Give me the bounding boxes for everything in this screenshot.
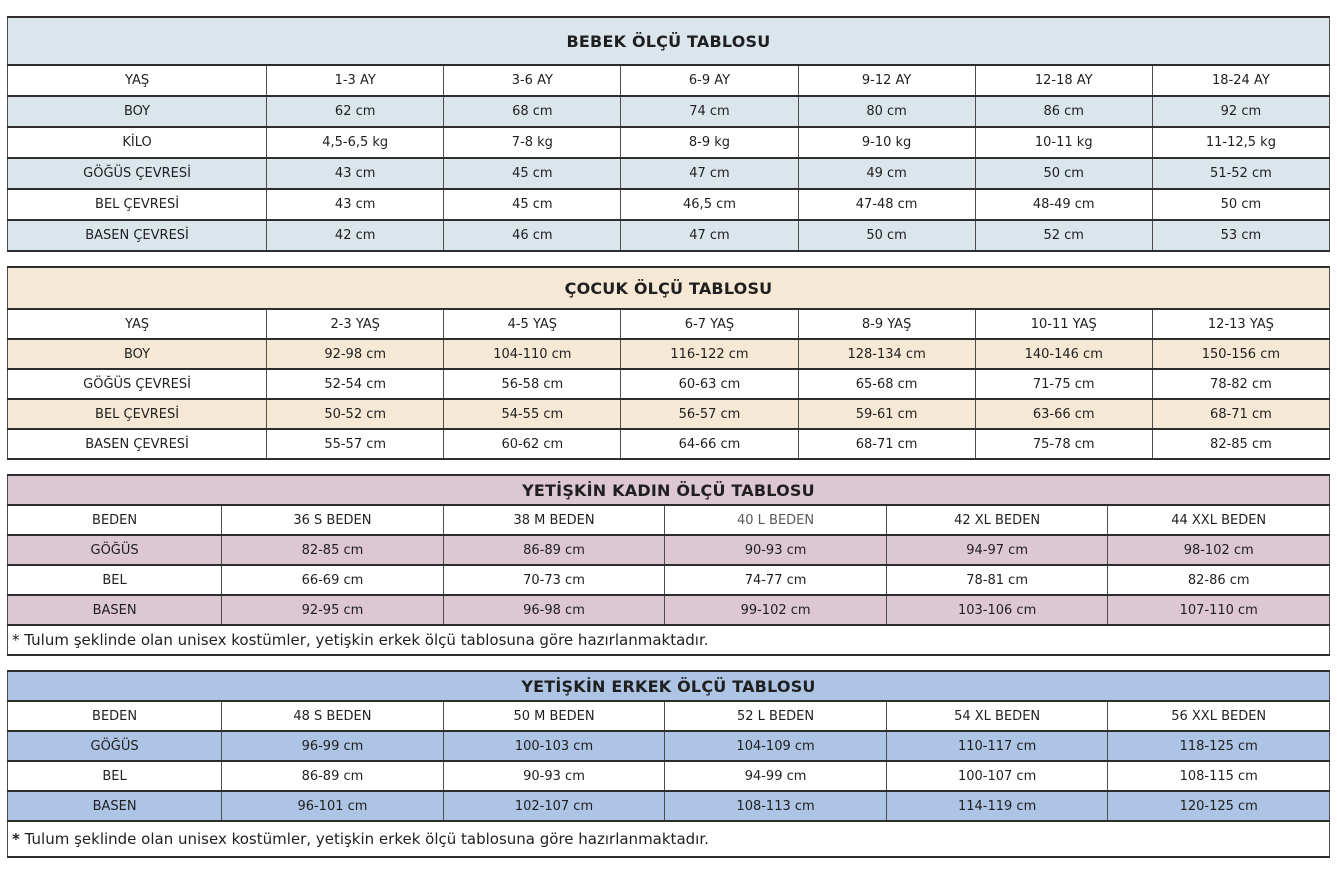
- value-cell: 51-52 cm: [1152, 158, 1329, 189]
- value-cell: 118-125 cm: [1108, 731, 1330, 761]
- table-row: [8, 309, 1330, 339]
- row-label-cell: BEL ÇEVRESİ: [8, 189, 267, 220]
- value-cell: 63-66 cm: [975, 399, 1152, 429]
- size-table-cocuk: [7, 266, 1330, 460]
- value-cell: 42 XL BEDEN: [886, 505, 1108, 535]
- value-cell: 108-115 cm: [1108, 761, 1330, 791]
- footnote-text: Tulum şeklinde olan unisex kostümler, yetişkin erkek ölçü tablosuna göre hazırlanmaktadır.: [24, 830, 709, 848]
- value-cell: 52-54 cm: [267, 369, 444, 399]
- value-cell: 74 cm: [621, 96, 798, 127]
- value-cell: 47 cm: [621, 220, 798, 251]
- row-label-cell: YAŞ: [8, 65, 267, 96]
- footnote-marker: *: [12, 631, 20, 649]
- value-cell: 60-62 cm: [444, 429, 621, 459]
- value-cell: 150-156 cm: [1152, 339, 1329, 369]
- table-title: ÇOCUK ÖLÇÜ TABLOSU: [8, 267, 1330, 309]
- value-cell: 48 S BEDEN: [222, 701, 444, 731]
- footnote-marker: *: [12, 830, 20, 848]
- value-cell: 53 cm: [1152, 220, 1329, 251]
- value-cell: 100-107 cm: [886, 761, 1108, 791]
- row-label-cell: GÖĞÜS: [8, 535, 222, 565]
- value-cell: 140-146 cm: [975, 339, 1152, 369]
- value-cell: 55-57 cm: [267, 429, 444, 459]
- value-cell: 107-110 cm: [1108, 595, 1330, 625]
- value-cell: 6-7 YAŞ: [621, 309, 798, 339]
- footnote: [8, 821, 1330, 857]
- size-tables-container: [7, 16, 1330, 858]
- value-cell: 104-110 cm: [444, 339, 621, 369]
- value-cell: 42 cm: [267, 220, 444, 251]
- value-cell: 52 cm: [975, 220, 1152, 251]
- value-cell: 6-9 AY: [621, 65, 798, 96]
- value-cell: 8-9 kg: [621, 127, 798, 158]
- value-cell: 18-24 AY: [1152, 65, 1329, 96]
- value-cell: 50-52 cm: [267, 399, 444, 429]
- value-cell: 60-63 cm: [621, 369, 798, 399]
- value-cell: 92 cm: [1152, 96, 1329, 127]
- row-label-cell: BOY: [8, 96, 267, 127]
- value-cell: 82-85 cm: [1152, 429, 1329, 459]
- value-cell: 96-99 cm: [222, 731, 444, 761]
- value-cell: 90-93 cm: [443, 761, 665, 791]
- value-cell: 68-71 cm: [798, 429, 975, 459]
- value-cell: 70-73 cm: [443, 565, 665, 595]
- table-row: [8, 158, 1330, 189]
- table-row: [8, 731, 1330, 761]
- value-cell: 86-89 cm: [222, 761, 444, 791]
- value-cell: 45 cm: [444, 158, 621, 189]
- value-cell: 104-109 cm: [665, 731, 887, 761]
- value-cell: 96-101 cm: [222, 791, 444, 821]
- value-cell: 99-102 cm: [665, 595, 887, 625]
- value-cell: 11-12,5 kg: [1152, 127, 1329, 158]
- table-row: [8, 535, 1330, 565]
- value-cell: 116-122 cm: [621, 339, 798, 369]
- table-title: BEBEK ÖLÇÜ TABLOSU: [8, 17, 1330, 65]
- value-cell: 50 M BEDEN: [443, 701, 665, 731]
- value-cell: 50 cm: [975, 158, 1152, 189]
- value-cell: 3-6 AY: [444, 65, 621, 96]
- value-cell: 54 XL BEDEN: [886, 701, 1108, 731]
- value-cell: 12-18 AY: [975, 65, 1152, 96]
- value-cell: 92-98 cm: [267, 339, 444, 369]
- row-label-cell: BEDEN: [8, 701, 222, 731]
- row-label-cell: BASEN: [8, 595, 222, 625]
- value-cell: 12-13 YAŞ: [1152, 309, 1329, 339]
- value-cell: 82-85 cm: [222, 535, 444, 565]
- value-cell: 1-3 AY: [267, 65, 444, 96]
- value-cell: 56 XXL BEDEN: [1108, 701, 1330, 731]
- value-cell: 44 XXL BEDEN: [1108, 505, 1330, 535]
- table-row: [8, 761, 1330, 791]
- value-cell: 78-81 cm: [886, 565, 1108, 595]
- table-row: [8, 505, 1330, 535]
- value-cell: 64-66 cm: [621, 429, 798, 459]
- value-cell: 9-10 kg: [798, 127, 975, 158]
- value-cell: 86-89 cm: [443, 535, 665, 565]
- value-cell: 100-103 cm: [443, 731, 665, 761]
- value-cell: 62 cm: [267, 96, 444, 127]
- table-row: [8, 399, 1330, 429]
- row-label-cell: BEL: [8, 565, 222, 595]
- value-cell: 59-61 cm: [798, 399, 975, 429]
- value-cell: 50 cm: [798, 220, 975, 251]
- table-row: [8, 429, 1330, 459]
- value-cell: 4-5 YAŞ: [444, 309, 621, 339]
- value-cell: 50 cm: [1152, 189, 1329, 220]
- value-cell: 120-125 cm: [1108, 791, 1330, 821]
- row-label-cell: BEL: [8, 761, 222, 791]
- value-cell: 36 S BEDEN: [222, 505, 444, 535]
- footnote-text: Tulum şeklinde olan unisex kostümler, yetişkin erkek ölçü tablosuna göre hazırlanmaktadır.: [24, 631, 709, 649]
- value-cell: 45 cm: [444, 189, 621, 220]
- value-cell: 4,5-6,5 kg: [267, 127, 444, 158]
- value-cell: 10-11 kg: [975, 127, 1152, 158]
- value-cell: 96-98 cm: [443, 595, 665, 625]
- value-cell: 56-57 cm: [621, 399, 798, 429]
- table-row: [8, 565, 1330, 595]
- footnote-row: [8, 821, 1330, 857]
- value-cell: 68 cm: [444, 96, 621, 127]
- table-row: [8, 96, 1330, 127]
- row-label-cell: GÖĞÜS ÇEVRESİ: [8, 158, 267, 189]
- row-label-cell: GÖĞÜS ÇEVRESİ: [8, 369, 267, 399]
- size-table-yetiskin-kadin: [7, 474, 1330, 656]
- value-cell: 46,5 cm: [621, 189, 798, 220]
- value-cell: 9-12 AY: [798, 65, 975, 96]
- table-title-row: [8, 671, 1330, 701]
- value-cell: 108-113 cm: [665, 791, 887, 821]
- value-cell: 80 cm: [798, 96, 975, 127]
- value-cell: 47-48 cm: [798, 189, 975, 220]
- value-cell: 43 cm: [267, 189, 444, 220]
- table-row: [8, 701, 1330, 731]
- value-cell: 86 cm: [975, 96, 1152, 127]
- value-cell: 7-8 kg: [444, 127, 621, 158]
- value-cell: 8-9 YAŞ: [798, 309, 975, 339]
- footnote: [8, 625, 1330, 655]
- table-title: YETİŞKİN KADIN ÖLÇÜ TABLOSU: [8, 475, 1330, 505]
- row-label-cell: YAŞ: [8, 309, 267, 339]
- size-table-yetiskin-erkek: [7, 670, 1330, 858]
- row-label-cell: BASEN: [8, 791, 222, 821]
- value-cell: 46 cm: [444, 220, 621, 251]
- value-cell: 78-82 cm: [1152, 369, 1329, 399]
- table-title-row: [8, 475, 1330, 505]
- row-label-cell: BASEN ÇEVRESİ: [8, 429, 267, 459]
- row-label-cell: GÖĞÜS: [8, 731, 222, 761]
- value-cell: 128-134 cm: [798, 339, 975, 369]
- value-cell: 82-86 cm: [1108, 565, 1330, 595]
- value-cell: 68-71 cm: [1152, 399, 1329, 429]
- table-row: [8, 127, 1330, 158]
- table-row: [8, 65, 1330, 96]
- table-row: [8, 369, 1330, 399]
- value-cell: 56-58 cm: [444, 369, 621, 399]
- table-title: YETİŞKİN ERKEK ÖLÇÜ TABLOSU: [8, 671, 1330, 701]
- row-label-cell: KİLO: [8, 127, 267, 158]
- value-cell: 92-95 cm: [222, 595, 444, 625]
- value-cell: 43 cm: [267, 158, 444, 189]
- value-cell: 103-106 cm: [886, 595, 1108, 625]
- table-row: [8, 339, 1330, 369]
- value-cell: 90-93 cm: [665, 535, 887, 565]
- value-cell: 98-102 cm: [1108, 535, 1330, 565]
- value-cell: 66-69 cm: [222, 565, 444, 595]
- value-cell: 75-78 cm: [975, 429, 1152, 459]
- value-cell: 40 L BEDEN: [665, 505, 887, 535]
- value-cell: 71-75 cm: [975, 369, 1152, 399]
- size-table-bebek: [7, 16, 1330, 252]
- value-cell: 102-107 cm: [443, 791, 665, 821]
- table-title-row: [8, 267, 1330, 309]
- table-title-row: [8, 17, 1330, 65]
- value-cell: 48-49 cm: [975, 189, 1152, 220]
- footnote-row: [8, 625, 1330, 655]
- row-label-cell: BOY: [8, 339, 267, 369]
- row-label-cell: BASEN ÇEVRESİ: [8, 220, 267, 251]
- value-cell: 110-117 cm: [886, 731, 1108, 761]
- row-label-cell: BEDEN: [8, 505, 222, 535]
- value-cell: 52 L BEDEN: [665, 701, 887, 731]
- table-row: [8, 220, 1330, 251]
- value-cell: 2-3 YAŞ: [267, 309, 444, 339]
- value-cell: 74-77 cm: [665, 565, 887, 595]
- table-row: [8, 595, 1330, 625]
- value-cell: 94-99 cm: [665, 761, 887, 791]
- table-row: [8, 189, 1330, 220]
- value-cell: 38 M BEDEN: [443, 505, 665, 535]
- row-label-cell: BEL ÇEVRESİ: [8, 399, 267, 429]
- value-cell: 65-68 cm: [798, 369, 975, 399]
- value-cell: 54-55 cm: [444, 399, 621, 429]
- value-cell: 94-97 cm: [886, 535, 1108, 565]
- value-cell: 10-11 YAŞ: [975, 309, 1152, 339]
- value-cell: 47 cm: [621, 158, 798, 189]
- table-row: [8, 791, 1330, 821]
- value-cell: 49 cm: [798, 158, 975, 189]
- value-cell: 114-119 cm: [886, 791, 1108, 821]
